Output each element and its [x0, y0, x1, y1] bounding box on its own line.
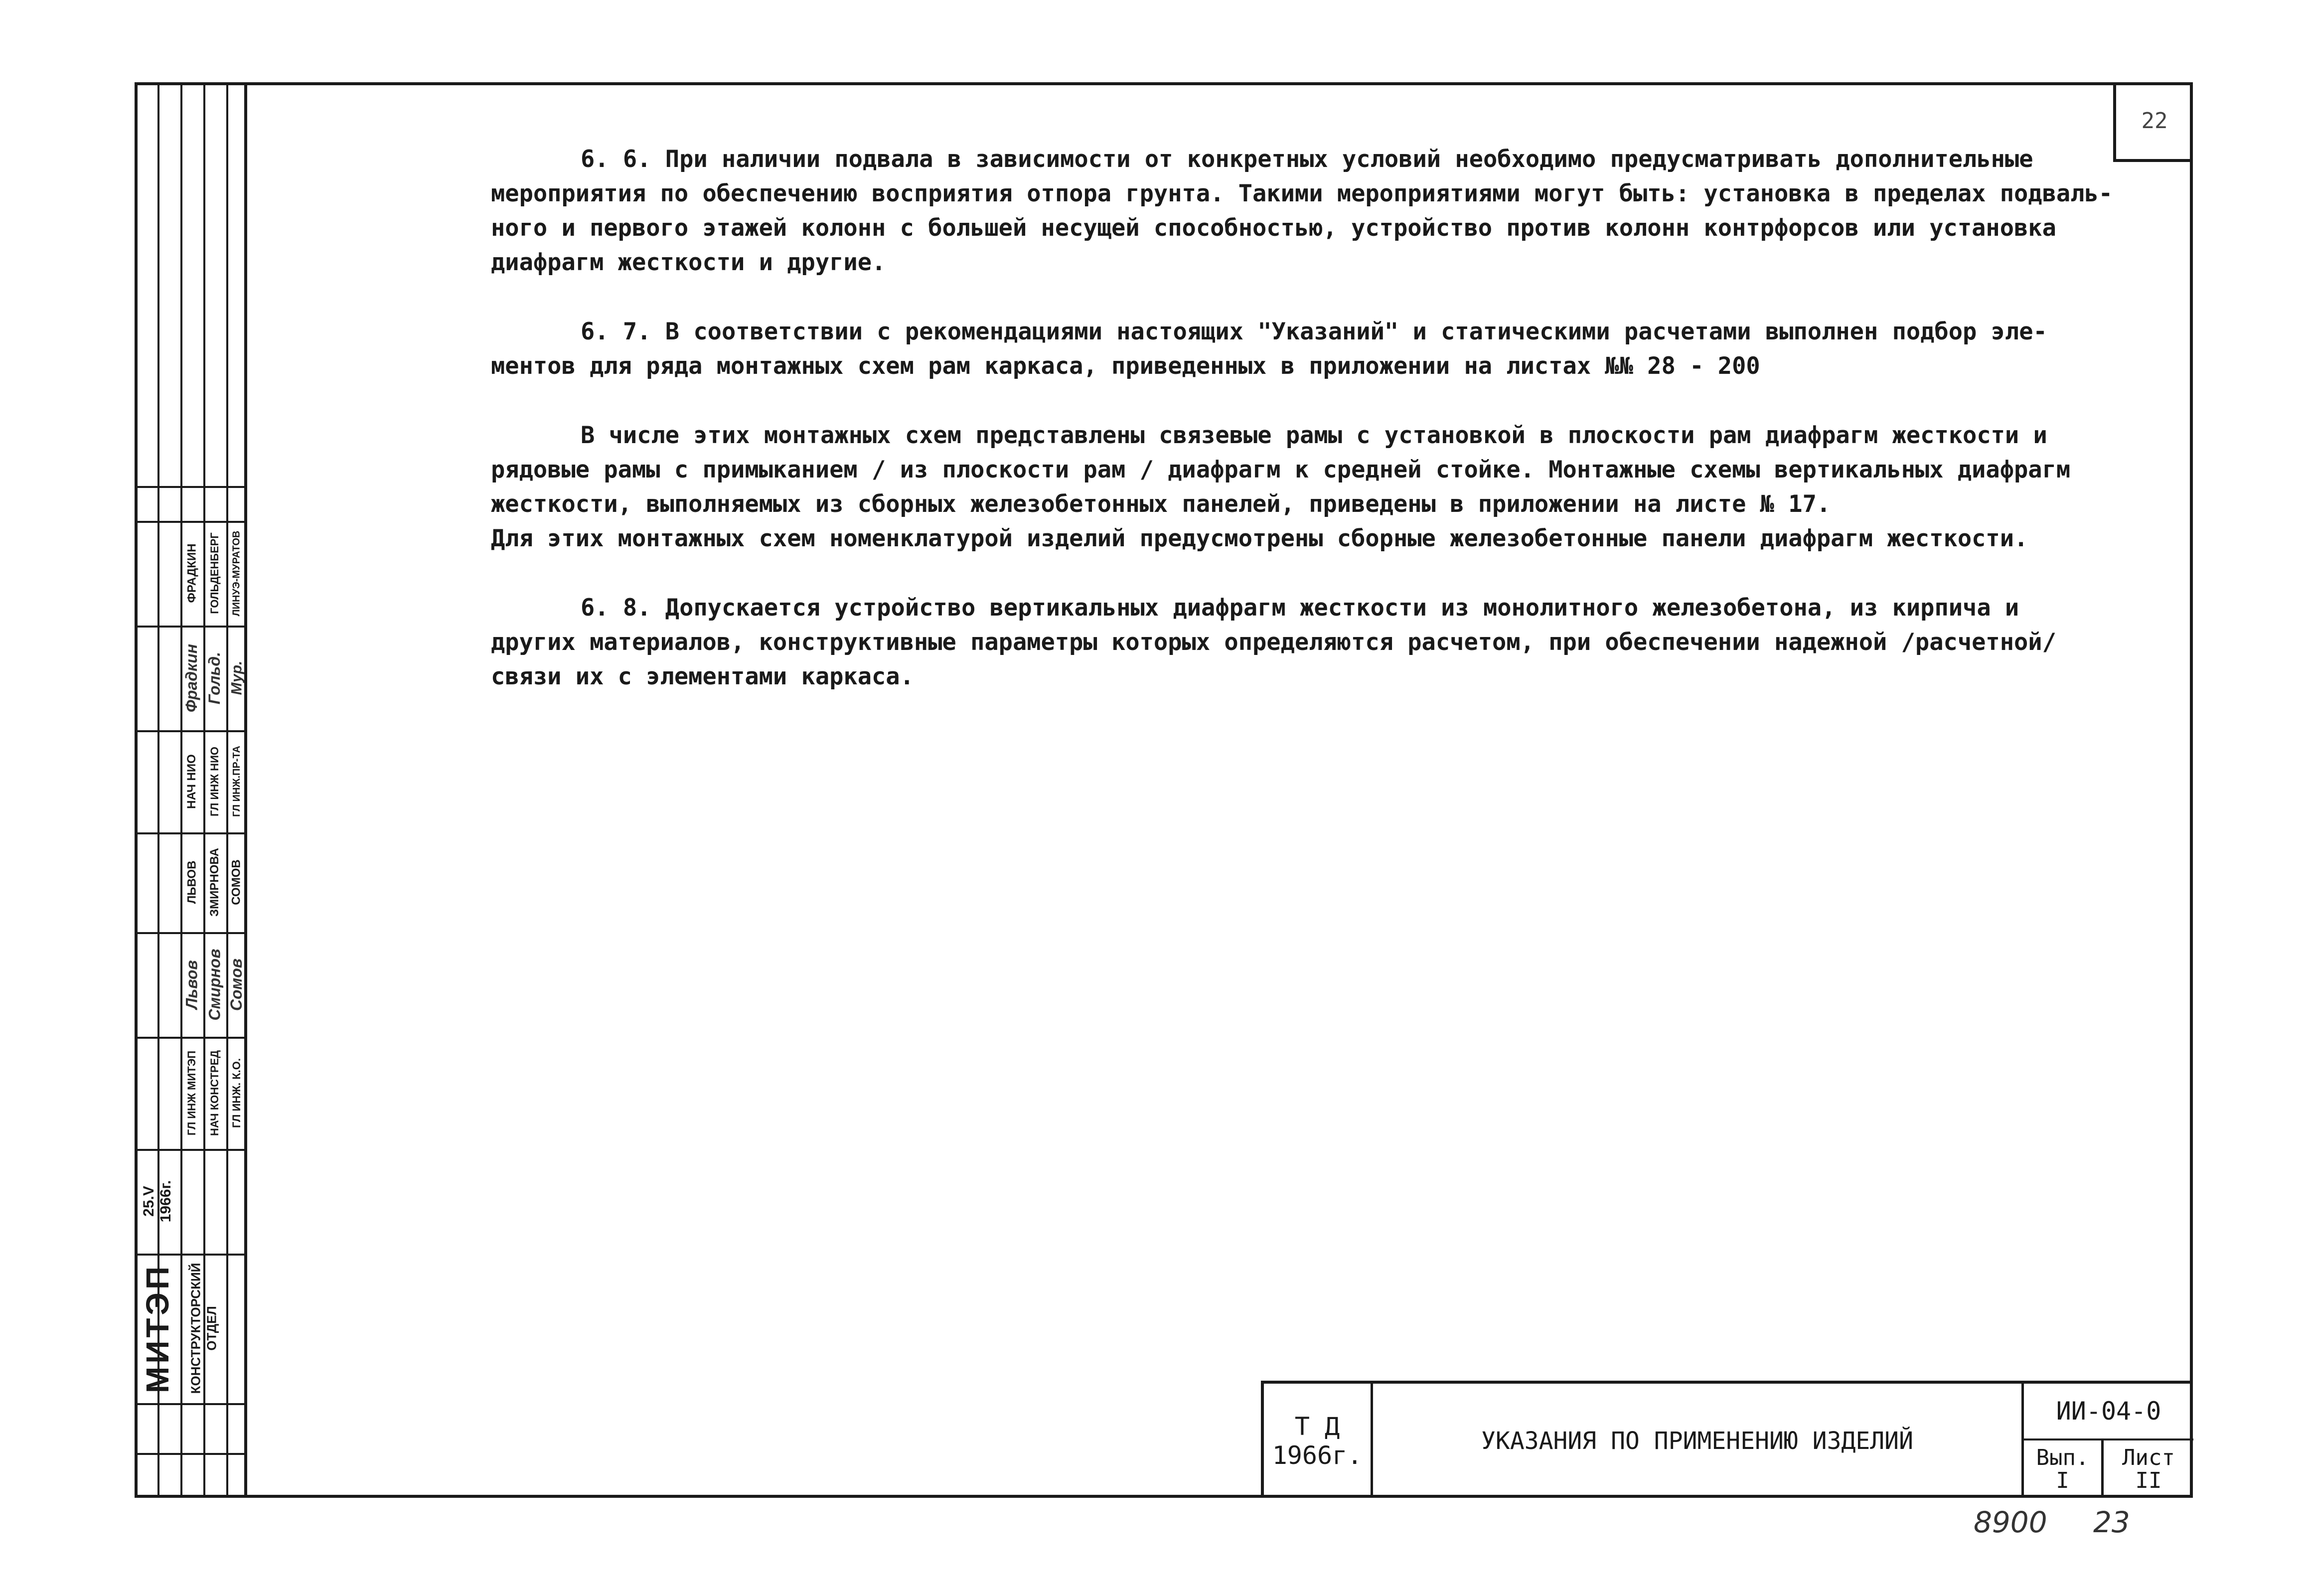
- text-line: жесткости, выполняемых из сборных железобетонных панелей, приведены в приложении на листе № 17.: [491, 490, 1831, 518]
- text-line: 6. 8. Допускается устройство вертикальных диафрагм жесткости из монолитного железобетона, из кирпича и: [581, 594, 2019, 622]
- stamp-signature: Сомов: [227, 958, 246, 1011]
- sheet-label: Лист: [2122, 1444, 2175, 1470]
- series-code: [1264, 1384, 1371, 1498]
- text-line: Для этих монтажных схем номенклатурой изделий предусмотрены сборные железобетонные панели диафрагм жесткости.: [491, 525, 2028, 552]
- document-number: ИИ-04-0: [2056, 1397, 2161, 1426]
- issue-label: Вып.: [2036, 1444, 2089, 1470]
- left-stamp-strip: [135, 82, 247, 1498]
- text-line: диафрагм жесткости и другие.: [491, 249, 886, 276]
- series-code-line1: Т Д: [1294, 1412, 1340, 1441]
- stamp-signature: Львов: [182, 959, 201, 1009]
- stamp-role: ГЛ ИНЖ МИТЭП: [185, 1050, 198, 1135]
- text-line: ментов для ряда монтажных схем рам каркаса, приведенных в приложении на листах №№ 28 - 200: [491, 352, 1760, 380]
- paragraph-6-7: [491, 315, 2116, 383]
- text-line: ного и первого этажей колонн с большей несущей способностью, устройство против колонн контрфорсов или установка: [491, 214, 2056, 242]
- sheet-value: II: [2135, 1467, 2162, 1493]
- title-block: [1261, 1381, 2193, 1498]
- document-body: [491, 142, 2116, 729]
- issue-cell: [2024, 1440, 2101, 1498]
- archive-number: 8900: [1974, 1505, 2047, 1539]
- paragraph-schemes: [491, 418, 2116, 556]
- strip-divider: [135, 1403, 244, 1405]
- stamp-signature: Мур.: [228, 660, 245, 695]
- strip-divider: [135, 486, 244, 488]
- page-number-box: [2113, 82, 2193, 162]
- stamp-signature: Смирнов: [205, 948, 224, 1021]
- stamp-name: ЛИНУЭ-МУРАТОВ: [231, 530, 242, 616]
- stamp-dept: КОНСТРУКТОРСКИЙ ОТДЕЛ: [188, 1263, 219, 1394]
- stamp-role: НАЧ НИО: [185, 754, 198, 809]
- stamp-name: ГОЛЬДЕНБЕРГ: [208, 532, 221, 614]
- page-number: 22: [2141, 108, 2168, 134]
- text-line: В числе этих монтажных схем представлены связевые рамы с установкой в плоскости рам диафрагм жесткости и: [581, 422, 2047, 449]
- stamp-role: ГЛ ИНЖ. К.О.: [230, 1058, 243, 1128]
- paragraph-6-6: [491, 142, 2116, 280]
- text-line: 6. 7. В соответствии с рекомендациями настоящих "Указаний" и статическими расчетами выполнен подбор эле-: [581, 318, 2047, 345]
- stamp-name: ФРАДКИН: [185, 543, 198, 603]
- stamp-signature: Гольд.: [205, 651, 224, 704]
- issue-value: I: [2056, 1467, 2069, 1493]
- text-line: рядовые рамы с примыканием / из плоскости рам / диафрагм к средней стойке. Монтажные схемы вертикальных диафрагм: [491, 456, 2071, 483]
- text-line: связи их с элементами каркаса.: [491, 663, 914, 690]
- stamp-role: ГЛ ИНЖ.ПР-ТА: [231, 746, 242, 817]
- document-title: УКАЗАНИЯ ПО ПРИМЕНЕНИЮ ИЗДЕЛИЙ: [1481, 1427, 1913, 1455]
- stamp-name: ЛЬВОВ: [185, 860, 199, 904]
- stamp-org: МИТЭП: [140, 1264, 175, 1393]
- paragraph-6-8: [491, 591, 2116, 694]
- sheet-cell: [2104, 1440, 2193, 1498]
- text-line: других материалов, конструктивные параметры которых определяются расчетом, при обеспечении надежной /расчетной/: [491, 629, 2056, 656]
- stamp-role: НАЧ КОНСТРЕД: [208, 1050, 221, 1136]
- text-line: мероприятия по обеспечению восприятия отпора грунта. Такими мероприятиями могут быть: установка в пределах подваль-: [491, 180, 2113, 207]
- stamp-name: ЗМИРНОВА: [208, 848, 222, 917]
- stamp-name: СОМОВ: [230, 859, 243, 905]
- stamp-signature: Фрадкин: [182, 643, 201, 712]
- text-line: 6. 6. При наличии подвала в зависимости от конкретных условий необходимо предусматривать дополнительные: [581, 146, 2033, 173]
- stamp-date: 25.V 1966г.: [141, 1180, 174, 1223]
- sheet-handwritten-number: 23: [2093, 1505, 2130, 1539]
- strip-divider: [135, 1453, 244, 1455]
- stamp-role: ГЛ ИНЖ НИО: [208, 746, 221, 816]
- series-code-line2: 1966г.: [1272, 1440, 1363, 1470]
